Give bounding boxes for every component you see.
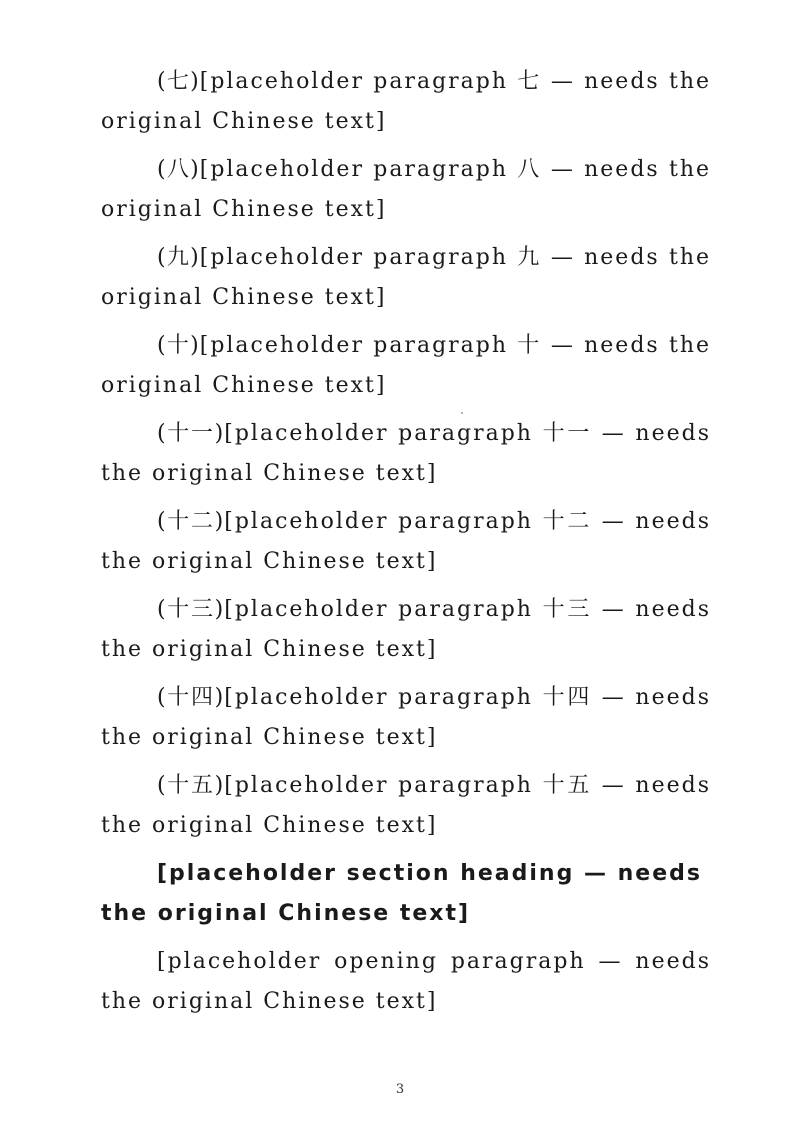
page-number: 3 — [395, 1082, 405, 1097]
paragraph-number: (十一) — [157, 421, 225, 446]
paragraph-text: [placeholder paragraph 十五 — needs the original Chinese text] — [101, 773, 711, 838]
paragraph-number: (八) — [157, 157, 200, 182]
paragraph-7 — [101, 62, 711, 142]
paragraph-number: (九) — [157, 245, 200, 270]
section-heading: [placeholder section heading — needs the original Chinese text] — [101, 861, 702, 926]
paragraph-text: [placeholder paragraph 十二 — needs the original Chinese text] — [101, 509, 711, 574]
paragraph-10 — [101, 326, 711, 406]
paragraph-8 — [101, 150, 711, 230]
paragraph-number: (十) — [157, 333, 200, 358]
paragraph-11 — [101, 414, 711, 494]
paragraph-number: (十五) — [157, 773, 225, 798]
paragraph-14 — [101, 678, 711, 758]
paragraph-text: [placeholder paragraph 七 — needs the original Chinese text] — [101, 69, 712, 134]
document-body — [101, 62, 711, 1030]
paragraph-number: (十四) — [157, 685, 225, 710]
paragraph-15 — [101, 766, 711, 846]
paragraph-number: (十二) — [157, 509, 225, 534]
paragraph-9 — [101, 238, 711, 318]
scan-speck — [461, 412, 463, 414]
paragraph-text: [placeholder paragraph 九 — needs the original Chinese text] — [101, 245, 712, 310]
paragraph-12 — [101, 502, 711, 582]
paragraph-text: [placeholder paragraph 十 — needs the original Chinese text] — [101, 333, 712, 398]
paragraph-number: (七) — [157, 69, 200, 94]
paragraph-text: [placeholder paragraph 八 — needs the original Chinese text] — [101, 157, 712, 222]
paragraph-text: [placeholder paragraph 十三 — needs the original Chinese text] — [101, 597, 711, 662]
paragraph-13 — [101, 590, 711, 670]
paragraph-text: [placeholder paragraph 十四 — needs the original Chinese text] — [101, 685, 711, 750]
section-opening-paragraph: [placeholder opening paragraph — needs the original Chinese text] — [101, 949, 711, 1014]
paragraph-number: (十三) — [157, 597, 225, 622]
paragraph-text: [placeholder paragraph 十一 — needs the original Chinese text] — [101, 421, 711, 486]
